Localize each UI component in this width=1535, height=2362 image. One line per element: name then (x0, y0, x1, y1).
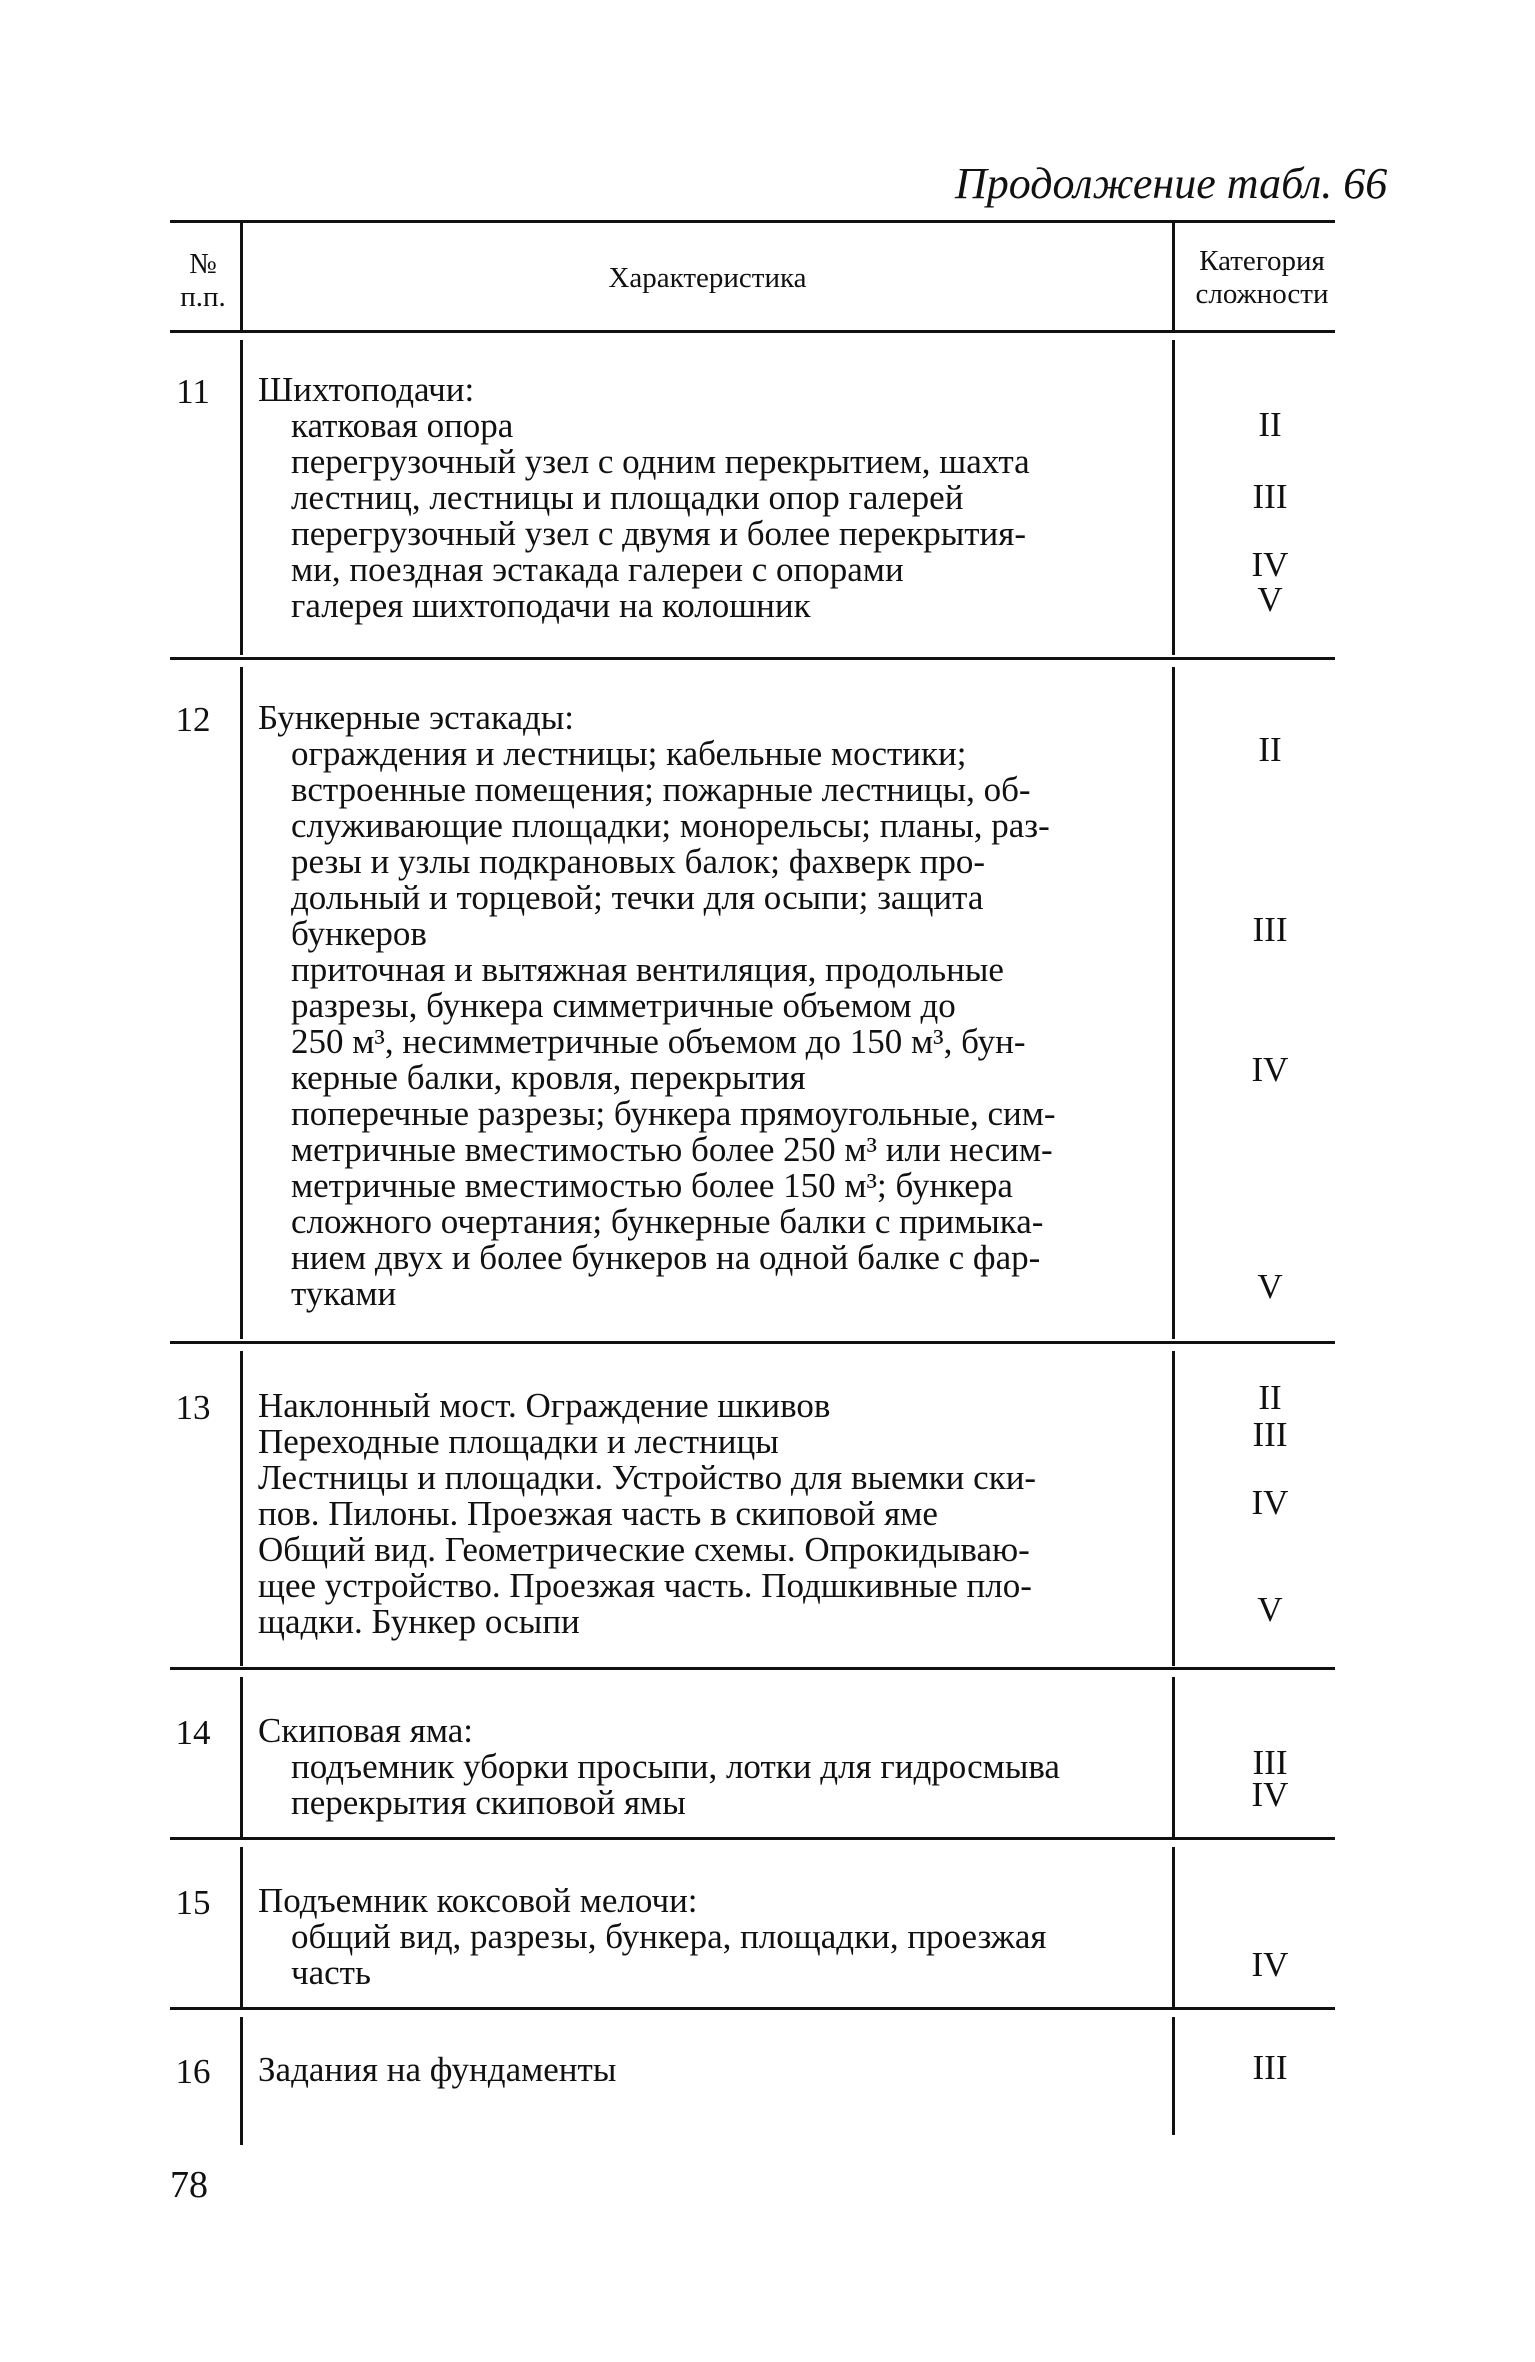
row-number: 16 (175, 2052, 211, 2091)
column-divider (1172, 1677, 1175, 1837)
category-value: IV (1251, 1483, 1289, 1522)
row-line: встроенные помещения; пожарные лестницы, об- (291, 770, 1031, 809)
row-line: Переходные площадки и лестницы (258, 1422, 779, 1461)
row-line: галерея шихтоподачи на колошник (291, 586, 811, 625)
column-divider (1172, 340, 1175, 655)
column-divider (240, 1351, 243, 1666)
column-divider (240, 1677, 243, 1837)
row-line: разрезы, бункера симметричные объемом до (291, 986, 956, 1025)
column-divider (1172, 667, 1175, 1339)
category-value: II (1258, 405, 1282, 444)
table-caption: Продолжение табл. 66 (955, 159, 1388, 208)
row-description (258, 1713, 1158, 1821)
header-characteristic: Характеристика (608, 262, 807, 294)
category-value: III (1252, 477, 1288, 516)
category-value: II (1258, 1378, 1282, 1417)
row-separator (170, 657, 1335, 660)
column-divider (240, 222, 243, 330)
row-separator (170, 1341, 1335, 1344)
row-line: метричные вместимостью более 150 м³; бункера (291, 1166, 1013, 1205)
row-line: приточная и вытяжная вентиляция, продольные (291, 950, 1004, 989)
row-line: перекрытия скиповой ямы (291, 1783, 686, 1822)
row-separator (170, 2007, 1335, 2010)
category-value: II (1258, 730, 1282, 769)
row-line: лестниц, лестницы и площадки опор галерей (291, 478, 964, 517)
row-line: служивающие площадки; монорельсы; планы, раз- (291, 806, 1050, 845)
header-bottom-rule (170, 330, 1335, 333)
column-divider (1172, 2017, 1175, 2135)
row-description (258, 1388, 1158, 1640)
row-number: 12 (175, 700, 211, 739)
row-line: дольный и торцевой; течки для осыпи; защита (291, 878, 984, 917)
category-value: IV (1251, 1945, 1289, 1984)
category-value: III (1252, 2048, 1288, 2087)
row-description (258, 700, 1158, 1312)
row-line: подъемник уборки просыпи, лотки для гидросмыва (291, 1747, 1060, 1786)
row-line: Шихтоподачи: (258, 370, 475, 409)
row-line: Скиповая яма: (258, 1711, 474, 1750)
row-number: 15 (175, 1883, 211, 1922)
row-line: 250 м³, несимметричные объемом до 150 м³, бун- (291, 1022, 1026, 1061)
column-divider (240, 2017, 243, 2145)
row-line: ми, поездная эстакада галереи с опорами (291, 550, 904, 589)
category-value: IV (1251, 545, 1289, 584)
column-divider (1172, 1351, 1175, 1666)
category-value: III (1252, 1415, 1288, 1454)
row-line: Бункерные эстакады: (258, 698, 575, 737)
row-line: нием двух и более бункеров на одной балке с фар- (291, 1238, 1041, 1277)
column-divider (240, 667, 243, 1339)
header-num: № п.п. (180, 248, 226, 313)
column-divider (240, 1847, 243, 2007)
category-value: III (1252, 910, 1288, 949)
row-line: пов. Пилоны. Проезжая часть в скиповой яме (258, 1494, 938, 1533)
category-value: V (1257, 1590, 1283, 1629)
row-line: общий вид, разрезы, бункера, площадки, проезжая (291, 1917, 1047, 1956)
row-line: Лестницы и площадки. Устройство для выемки ски- (258, 1458, 1037, 1497)
row-line: Подъемник коксовой мелочи: (258, 1881, 698, 1920)
row-line: керные балки, кровля, перекрытия (291, 1058, 806, 1097)
page-number: 78 (170, 2164, 208, 2206)
row-line: метричные вместимостью более 250 м³ или несим- (291, 1130, 1053, 1169)
row-number: 11 (176, 372, 210, 411)
row-description (258, 1883, 1158, 1991)
header-category: Категория сложности (1195, 245, 1329, 310)
row-line: Наклонный мост. Ограждение шкивов (258, 1386, 831, 1425)
row-line: перегрузочный узел с одним перекрытием, шахта (291, 442, 1030, 481)
row-line: бункеров (291, 914, 427, 953)
table-top-rule (170, 220, 1335, 223)
row-line: часть (291, 1953, 371, 1992)
row-line: щадки. Бункер осыпи (258, 1602, 580, 1641)
row-number: 14 (175, 1713, 211, 1752)
row-line: сложного очертания; бункерные балки с примыка- (291, 1202, 1044, 1241)
row-separator (170, 1667, 1335, 1670)
row-line: Задания на фундаменты (258, 2050, 617, 2089)
row-number: 13 (175, 1388, 211, 1427)
column-divider (1172, 1847, 1175, 2007)
row-line: поперечные разрезы; бункера прямоугольные, сим- (291, 1094, 1056, 1133)
row-separator (170, 1837, 1335, 1840)
row-line: туками (291, 1274, 397, 1313)
row-line: перегрузочный узел с двумя и более перекрытия- (291, 514, 1026, 553)
row-description (258, 2052, 1158, 2088)
category-value: V (1257, 580, 1283, 619)
category-value: V (1257, 1267, 1283, 1306)
column-divider (1172, 222, 1175, 330)
row-description (258, 372, 1158, 624)
category-value: IV (1251, 1050, 1289, 1089)
row-line: Общий вид. Геометрические схемы. Опрокидываю- (258, 1530, 1030, 1569)
category-value: III (1252, 1743, 1288, 1782)
column-divider (240, 340, 243, 655)
row-line: ограждения и лестницы; кабельные мостики; (291, 734, 967, 773)
row-line: резы и узлы подкрановых балок; фахверк про- (291, 842, 985, 881)
row-line: катковая опора (291, 406, 514, 445)
category-value: IV (1251, 1775, 1289, 1814)
row-line: щее устройство. Проезжая часть. Подшкивные пло- (258, 1566, 1032, 1605)
